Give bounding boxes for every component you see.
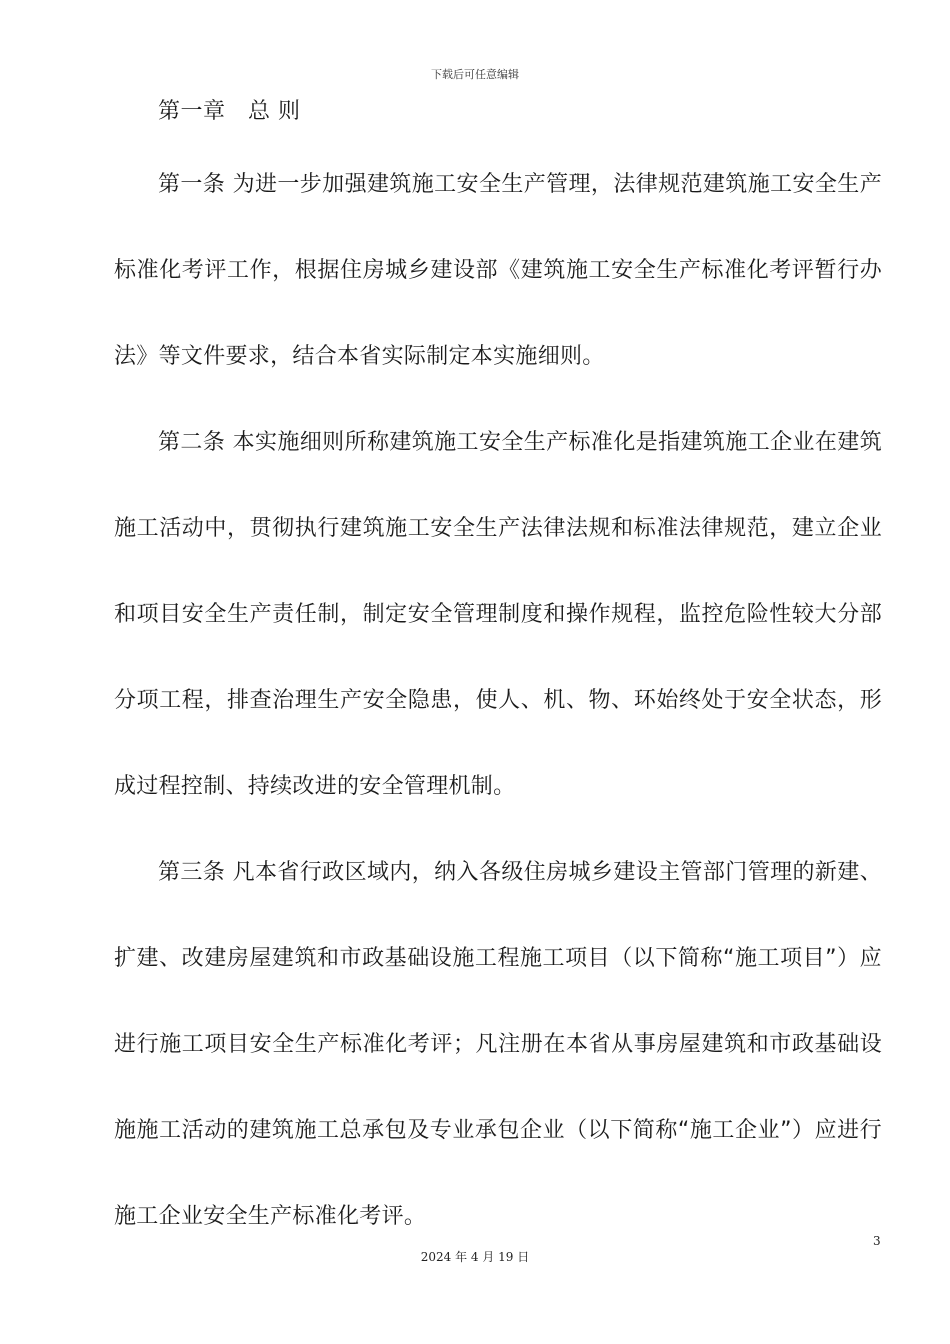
article-3: 第三条 凡本省行政区域内，纳入各级住房城乡建设主管部门管理的新建、扩建、改建房屋建筑和市政基础设施工程施工项目（以下简称“施工项目”）应进行施工项目安全生产标准化考评；凡注册在本省从事房屋建筑和市政基础设施施工活动的建筑施工总承包及专业承包企业（以下简称“施工企业”）应进行施工企业安全生产标准化考评。 bbox=[114, 860, 882, 1229]
footer-date: 2024 年 4 月 19 日 bbox=[420, 1250, 530, 1264]
article-2: 第二条 本实施细则所称建筑施工安全生产标准化是指建筑施工企业在建筑施工活动中，贯彻执行建筑施工安全生产法律法规和标准法律规范，建立企业和项目安全生产责任制，制定安全管理制度和操作规程，监控危险性较大分部分项工程，排查治理生产安全隐患，使人、机、物、环始终处于安全状态，形成过程控制、持续改进的安全管理机制。 bbox=[114, 430, 882, 799]
chapter-title: 第一章 总 则 bbox=[158, 99, 301, 124]
article-1: 第一条 为进一步加强建筑施工安全生产管理，法律规范建筑施工安全生产标准化考评工作，根据住房城乡建设部《建筑施工安全生产标准化考评暂行办法》等文件要求，结合本省实际制定本实施细则。 bbox=[114, 172, 882, 369]
page-number: 3 bbox=[873, 1234, 881, 1248]
header-note: 下载后可任意编辑 bbox=[431, 68, 519, 81]
document-body bbox=[114, 90, 882, 1260]
